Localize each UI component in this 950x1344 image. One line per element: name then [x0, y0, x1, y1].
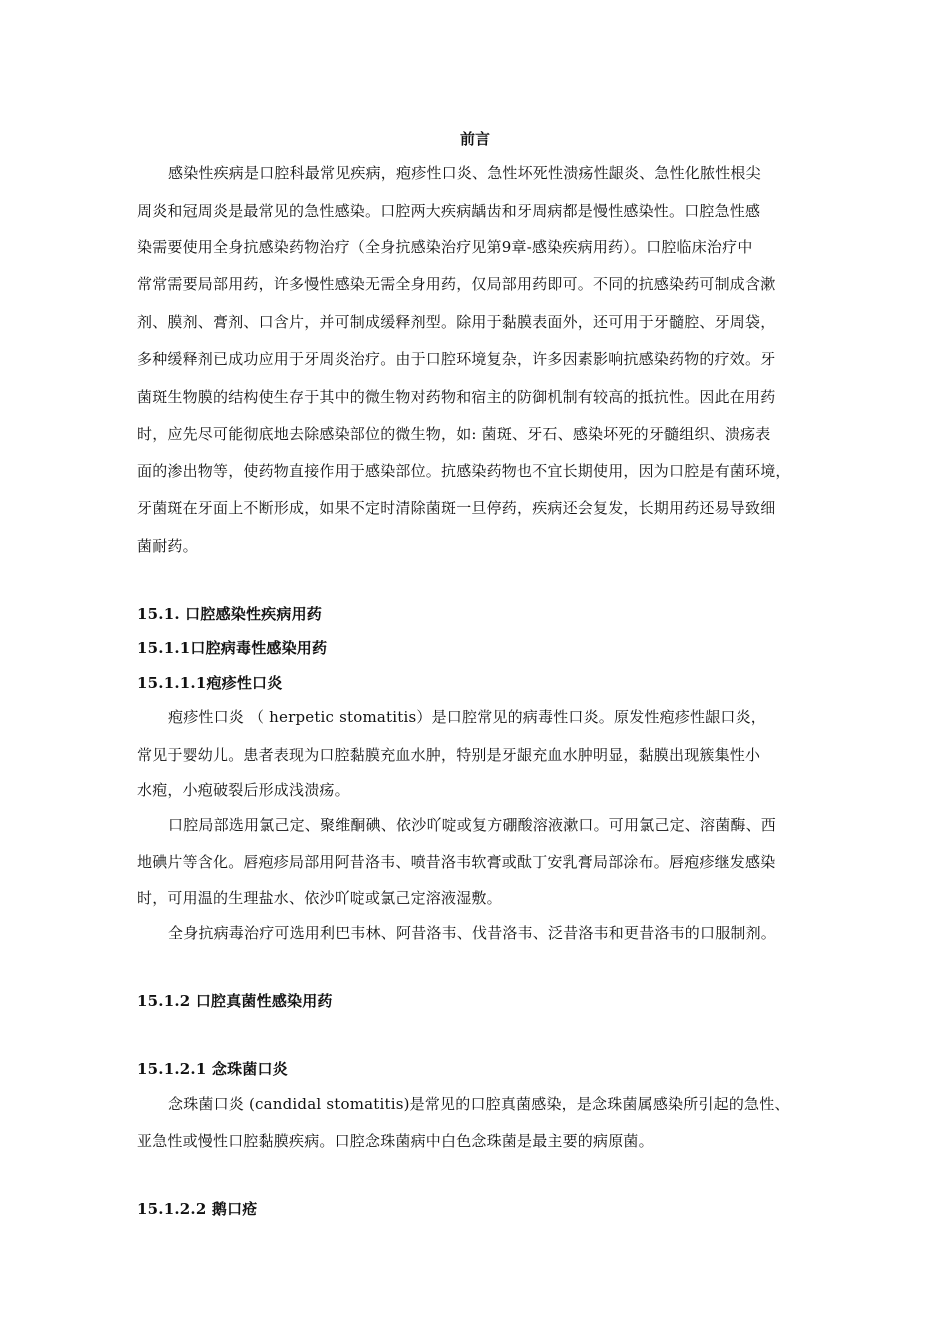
subsubsection-heading: 15.1.1.1疱疹性口炎: [137, 674, 283, 692]
page-title: 前言: [459, 130, 490, 148]
intro-line: 感染性疾病是口腔科最常见疾病，疱疹性口炎、急性坏死性溃疡性龈炎、急性化脓性根尖: [168, 164, 761, 182]
intro-line: 染需要使用全身抗感染药物治疗（全身抗感染治疗见第9章-感染疾病用药）。口腔临床治疗中: [137, 238, 753, 256]
intro-line: 剂、膜剂、膏剂、口含片，并可制成缓释剂型。除用于黏膜表面外，还可用于牙髓腔、牙周袋，: [137, 313, 776, 331]
intro-line: 菌斑生物膜的结构使生存于其中的微生物对药物和宿主的防御机制有较高的抵抗性。因此在用药: [137, 388, 776, 406]
intro-line: 多种缓释剂已成功应用于牙周炎治疗。由于口腔环境复杂，许多因素影响抗感染药物的疗效。牙: [137, 350, 776, 368]
paragraph-line: 念珠菌口炎 (candidal stomatitis)是常见的口腔真菌感染，是念珠菌属感染所引起的急性、: [168, 1095, 790, 1113]
intro-line: 周炎和冠周炎是最常见的急性感染。口腔两大疾病龋齿和牙周病都是慢性感染性。口腔急性感: [137, 202, 761, 220]
intro-line: 牙菌斑在牙面上不断形成，如果不定时清除菌斑一旦停药，疾病还会复发，长期用药还易导致细: [137, 499, 776, 517]
section-heading: 15.1. 口腔感染性疾病用药: [137, 605, 322, 623]
intro-line: 菌耐药。: [137, 537, 198, 555]
subsubsection-heading: 15.1.2.1 念珠菌口炎: [137, 1060, 288, 1078]
paragraph-line: 常见于婴幼儿。患者表现为口腔黏膜充血水肿，特别是牙龈充血水肿明显，黏膜出现簇集性小: [137, 746, 761, 764]
paragraph-line: 水疱，小疱破裂后形成浅溃疡。: [137, 781, 350, 799]
subsection-heading: 15.1.1口腔病毒性感染用药: [137, 639, 328, 657]
paragraph-line: 亚急性或慢性口腔黏膜疾病。口腔念珠菌病中白色念珠菌是最主要的病原菌。: [137, 1132, 654, 1150]
paragraph-line: 时，可用温的生理盐水、依沙吖啶或氯己定溶液湿敷。: [137, 889, 502, 907]
paragraph-line: 口腔局部选用氯己定、聚维酮碘、依沙吖啶或复方硼酸溶液漱口。可用氯己定、溶菌酶、西: [168, 816, 777, 834]
intro-line: 面的渗出物等，使药物直接作用于感染部位。抗感染药物也不宜长期使用，因为口腔是有菌环境，: [137, 462, 791, 480]
intro-line: 常常需要局部用药，许多慢性感染无需全身用药，仅局部用药即可。不同的抗感染药可制成含漱: [137, 275, 776, 293]
paragraph-line: 地碘片等含化。唇疱疹局部用阿昔洛韦、喷昔洛韦软膏或酞丁安乳膏局部涂布。唇疱疹继发感染: [137, 853, 776, 871]
paragraph-line: 疱疹性口炎 （ herpetic stomatitis）是口腔常见的病毒性口炎。原发性疱疹性龈口炎，: [168, 708, 766, 726]
paragraph-line: 全身抗病毒治疗可选用利巴韦林、阿昔洛韦、伐昔洛韦、泛昔洛韦和更昔洛韦的口服制剂。: [168, 924, 777, 942]
subsubsection-heading: 15.1.2.2 鹅口疮: [137, 1200, 258, 1218]
subsection-heading: 15.1.2 口腔真菌性感染用药: [137, 992, 333, 1010]
intro-line: 时，应先尽可能彻底地去除感染部位的微生物，如: 菌斑、牙石、感染坏死的牙髓组织、溃疡表: [137, 425, 771, 443]
